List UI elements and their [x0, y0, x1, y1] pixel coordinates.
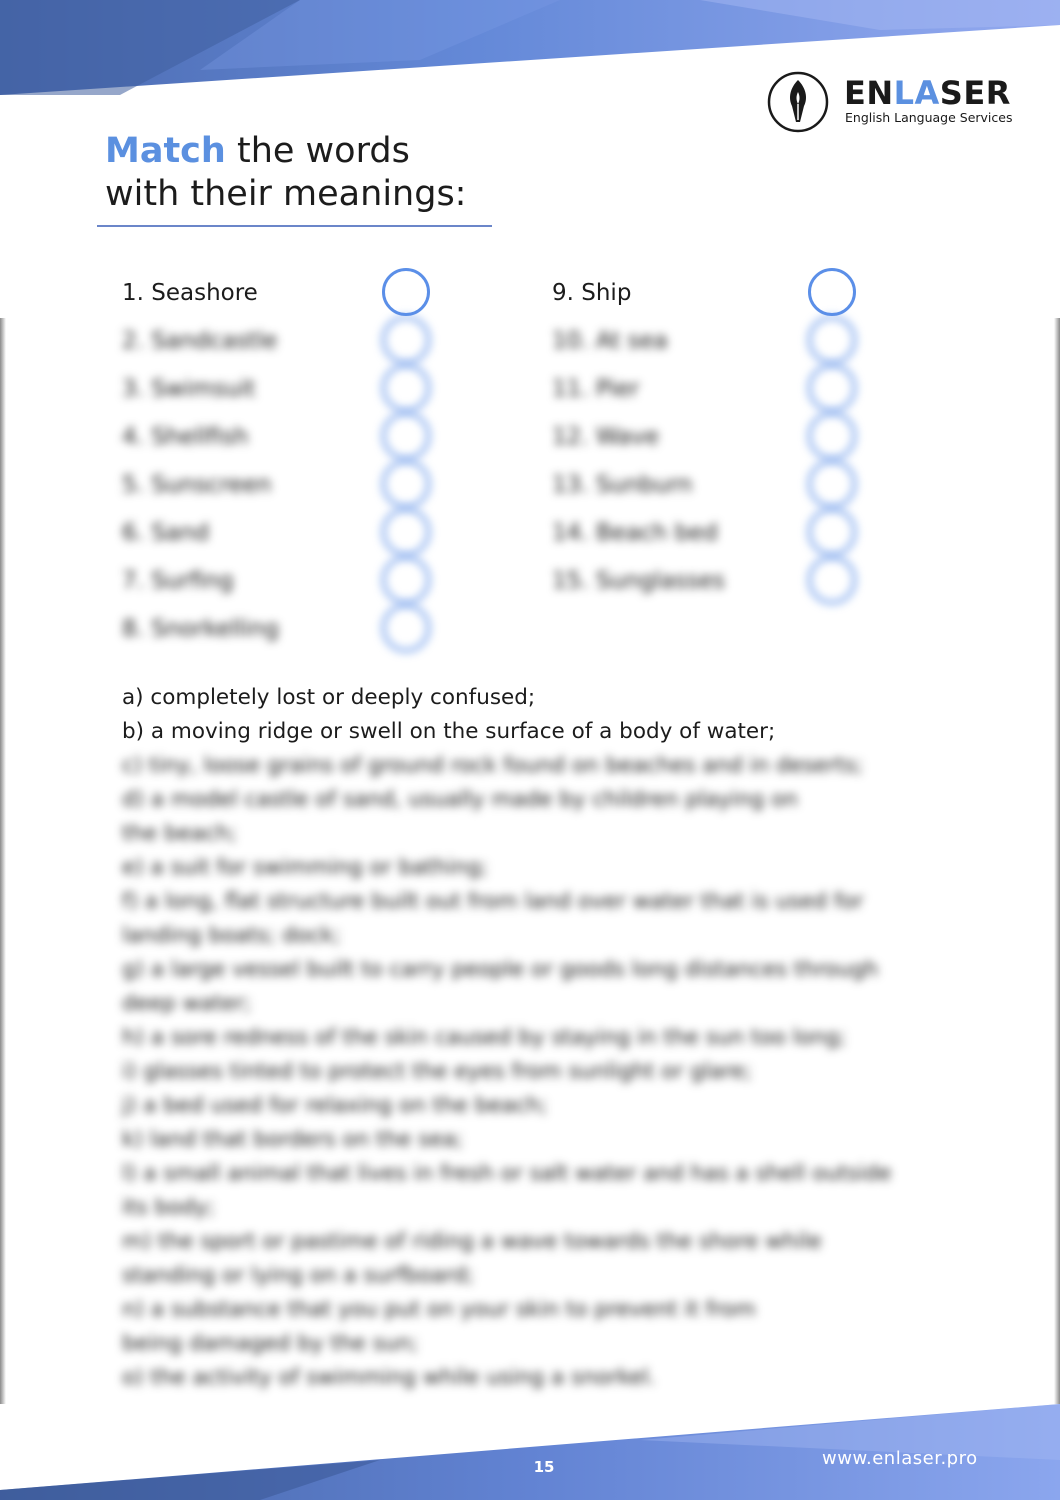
word-item: 10. At sea	[552, 328, 668, 354]
title-underline	[97, 225, 492, 227]
word-item: 1. Seashore	[122, 280, 258, 306]
definition-line: o) the activity of swimming while using a snorkel.	[122, 1365, 656, 1390]
definition-line: the beach;	[122, 821, 237, 846]
definition-line: n) a substance that you put on your skin to prevent it from	[122, 1297, 756, 1322]
definition-line: i) glasses tinted to protect the eyes from sunlight or glare;	[122, 1059, 752, 1084]
word-item: 14. Beach bed	[552, 520, 718, 546]
answer-circle[interactable]	[382, 556, 430, 604]
definitions-list	[122, 681, 952, 1395]
pen-nib-logo-icon	[766, 70, 830, 134]
answer-circle[interactable]	[382, 412, 430, 460]
definition-line: landing boats; dock;	[122, 923, 341, 948]
definition-line: c) tiny, loose grains of ground rock found on beaches and in deserts;	[122, 753, 863, 778]
answer-circle[interactable]	[382, 268, 430, 316]
answer-circle[interactable]	[808, 556, 856, 604]
definition-line: f) a long, flat structure built out from land over water that is used for	[122, 889, 864, 914]
definition-line: m) the sport or pastime of riding a wave towards the shore while	[122, 1229, 822, 1254]
page-edge-shadow-left	[0, 318, 6, 1404]
answer-circle[interactable]	[808, 364, 856, 412]
word-item: 3. Swimsuit	[122, 376, 256, 402]
answer-circle[interactable]	[382, 460, 430, 508]
word-item: 7. Surfing	[122, 568, 234, 594]
definition-line: b) a moving ridge or swell on the surface of a body of water;	[122, 719, 776, 744]
answer-circle[interactable]	[382, 316, 430, 364]
word-item: 5. Sunscreen	[122, 472, 272, 498]
page-number: 15	[533, 1458, 555, 1476]
definition-line: its body;	[122, 1195, 215, 1220]
answer-circle[interactable]	[382, 604, 430, 652]
definition-line: d) a model castle of sand, usually made by children playing on	[122, 787, 798, 812]
definition-line: j) a bed used for relaxing on the beach;	[122, 1093, 548, 1118]
definition-line: e) a suit for swimming or bathing;	[122, 855, 488, 880]
word-item: 4. Shellfish	[122, 424, 249, 450]
brand-tagline: English Language Services	[845, 110, 1013, 125]
definition-line: being damaged by the sun;	[122, 1331, 419, 1356]
answer-circle[interactable]	[808, 508, 856, 556]
answer-circle[interactable]	[382, 508, 430, 556]
answer-circle[interactable]	[808, 316, 856, 364]
word-item: 9. Ship	[552, 280, 632, 306]
definition-line: a) completely lost or deeply confused;	[122, 685, 536, 710]
word-item: 2. Sandcastle	[122, 328, 278, 354]
word-item: 6. Sand	[122, 520, 210, 546]
word-item: 11. Pier	[552, 376, 640, 402]
brand-logo	[766, 70, 1013, 134]
answer-circle[interactable]	[808, 460, 856, 508]
definition-line: g) a large vessel built to carry people or goods long distances through	[122, 957, 879, 982]
answer-circle[interactable]	[808, 412, 856, 460]
definition-line: deep water;	[122, 991, 252, 1016]
word-item: 12. Wave	[552, 424, 660, 450]
answer-circle[interactable]	[808, 268, 856, 316]
brand-name: ENLASER	[844, 74, 1011, 112]
page-edge-shadow-right	[1054, 318, 1060, 1404]
website-link[interactable]: www.enlaser.pro	[822, 1448, 978, 1469]
definition-line: l) a small animal that lives in fresh or salt water and has a shell outside	[122, 1161, 892, 1186]
answer-circle[interactable]	[382, 364, 430, 412]
page-title	[105, 130, 466, 216]
word-item: 13. Sunburn	[552, 472, 693, 498]
definition-line: h) a sore redness of the skin caused by staying in the sun too long;	[122, 1025, 847, 1050]
title-line2: with their meanings:	[105, 174, 467, 214]
definition-line: standing or lying on a surfboard;	[122, 1263, 474, 1288]
definition-line: k) land that borders on the sea;	[122, 1127, 464, 1152]
title-highlight: Match	[105, 131, 226, 171]
title-line1-rest: the words	[225, 131, 410, 171]
word-item: 15. Sunglasses	[552, 568, 725, 594]
word-item: 8. Snorkelling	[122, 616, 279, 642]
